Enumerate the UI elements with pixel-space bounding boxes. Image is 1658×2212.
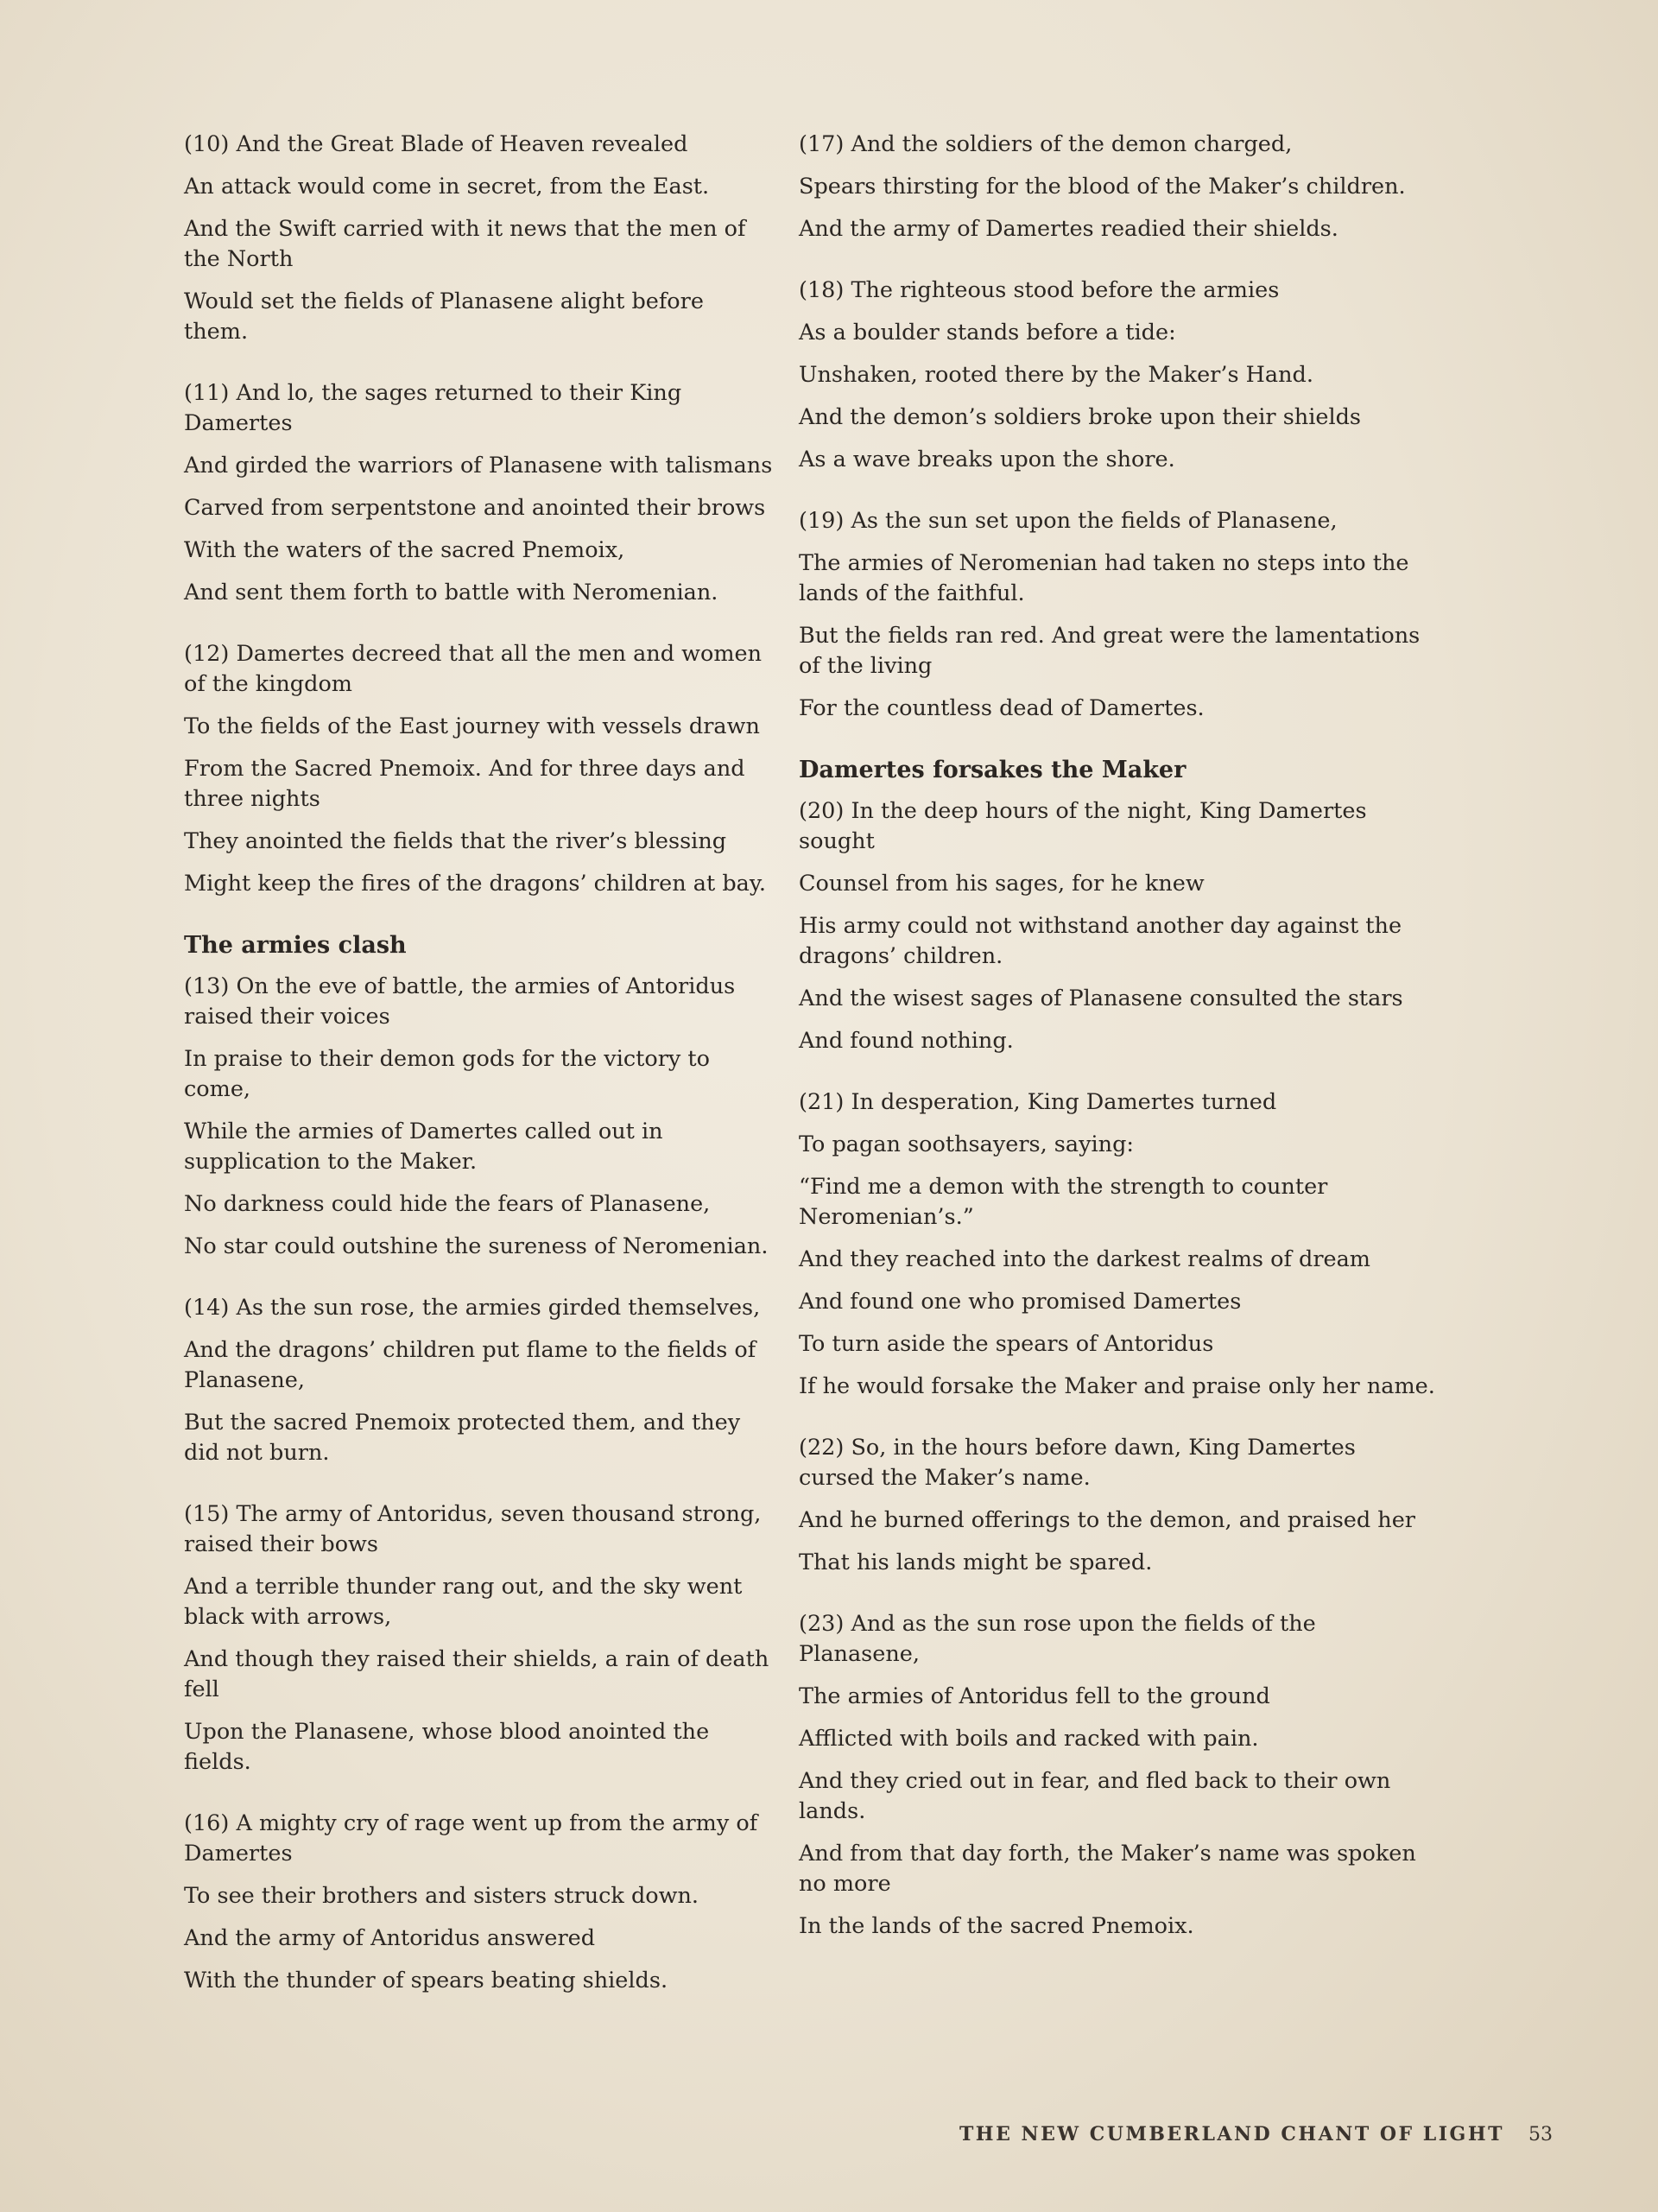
verse-block: [184, 378, 773, 608]
verse-line: Would set the fields of Planasene alight before them.: [184, 288, 704, 345]
verse-line: To the fields of the East journey with vessels drawn: [184, 713, 760, 739]
verse-line: And sent them forth to battle with Neromenian.: [184, 580, 718, 605]
verse-line: In praise to their demon gods for the victory to come,: [184, 1046, 711, 1102]
verse-block: [799, 1433, 1438, 1578]
verse-line: For the countless dead of Damertes.: [799, 695, 1205, 721]
section-heading: The armies clash: [184, 932, 407, 959]
verse-line: As a wave breaks upon the shore.: [799, 447, 1175, 472]
page-footer: [959, 2123, 1553, 2145]
left-column: [184, 130, 773, 2027]
verse-line: Afflicted with boils and racked with pain.: [799, 1726, 1259, 1752]
verse-line: And the dragons’ children put flame to the fields of Planasene,: [184, 1337, 756, 1393]
verse-line: No star could outshine the sureness of Neromenian.: [184, 1233, 769, 1259]
verse-line: Unshaken, rooted there by the Maker’s Hand.: [799, 362, 1313, 388]
verse-line: (18) The righteous stood before the armies: [799, 277, 1280, 303]
verse-block: [184, 1293, 773, 1468]
verse-line: (15) The army of Antoridus, seven thousand strong, raised their bows: [184, 1501, 762, 1557]
verse-line: They anointed the fields that the river’s blessing: [184, 828, 727, 854]
verse-line: The armies of Antoridus fell to the ground: [799, 1683, 1270, 1709]
verse-line: Might keep the fires of the dragons’ children at bay.: [184, 871, 767, 897]
verse-line: From the Sacred Pnemoix. And for three days and three nights: [184, 756, 745, 812]
verse-line: (23) And as the sun rose upon the fields of the Planasene,: [799, 1611, 1316, 1667]
verse-block: [799, 1087, 1438, 1402]
verse-line: And they reached into the darkest realms of dream: [799, 1246, 1370, 1272]
page-number: 53: [1528, 2124, 1553, 2145]
verse-line: Carved from serpentstone and anointed their brows: [184, 495, 766, 521]
verse-line: To see their brothers and sisters struck down.: [184, 1883, 699, 1909]
verse-line: (11) And lo, the sages returned to their King Damertes: [184, 380, 682, 436]
verse-line: And they cried out in fear, and fled back to their own lands.: [799, 1768, 1391, 1824]
verse-block: [799, 276, 1438, 475]
verse-line: (19) As the sun set upon the fields of Planasene,: [799, 508, 1338, 534]
verse-line: And a terrible thunder rang out, and the sky went black with arrows,: [184, 1574, 743, 1630]
verse-line: The armies of Neromenian had taken no steps into the lands of the faithful.: [799, 550, 1409, 606]
verse-line: If he would forsake the Maker and praise only her name.: [799, 1373, 1435, 1399]
section-heading: Damertes forsakes the Maker: [799, 757, 1187, 783]
verse-line: (22) So, in the hours before dawn, King Damertes cursed the Maker’s name.: [799, 1435, 1356, 1491]
verse-line: But the sacred Pnemoix protected them, and they did not burn.: [184, 1410, 741, 1466]
verse-line: But the fields ran red. And great were the lamentations of the living: [799, 623, 1421, 679]
verse-line: “Find me a demon with the strength to counter Neromenian’s.”: [799, 1174, 1328, 1230]
verse-line: And girded the warriors of Planasene with talismans: [184, 453, 773, 479]
verse-line: (20) In the deep hours of the night, King Damertes sought: [799, 798, 1367, 854]
verse-line: To turn aside the spears of Antoridus: [799, 1331, 1214, 1357]
verse-line: And though they raised their shields, a rain of death fell: [184, 1646, 769, 1702]
verse-line: With the waters of the sacred Pnemoix,: [184, 537, 625, 563]
verse-line: To pagan soothsayers, saying:: [799, 1131, 1134, 1157]
verse-line: Counsel from his sages, for he knew: [799, 871, 1205, 897]
verse-line: (14) As the sun rose, the armies girded themselves,: [184, 1295, 761, 1321]
verse-line: (21) In desperation, King Damertes turned: [799, 1089, 1277, 1115]
verse-line: And found nothing.: [799, 1028, 1014, 1054]
verse-line: No darkness could hide the fears of Planasene,: [184, 1191, 711, 1217]
verse-line: (17) And the soldiers of the demon charged,: [799, 131, 1293, 157]
verse-line: Upon the Planasene, whose blood anointed the fields.: [184, 1719, 710, 1775]
verse-block: [184, 1499, 773, 1778]
verse-line: And the wisest sages of Planasene consulted the stars: [799, 986, 1403, 1011]
verse-line: (16) A mighty cry of rage went up from the army of Damertes: [184, 1810, 758, 1867]
verse-line: In the lands of the sacred Pnemoix.: [799, 1913, 1194, 1939]
verse-line: (12) Damertes decreed that all the men and women of the kingdom: [184, 641, 763, 697]
verse-block: [799, 506, 1438, 724]
right-column: [799, 130, 1438, 1973]
verse-line: And the demon’s soldiers broke upon their shields: [799, 404, 1362, 430]
verse-line: And the army of Damertes readied their shields.: [799, 216, 1338, 242]
verse-line: An attack would come in secret, from the East.: [184, 174, 710, 200]
verse-block: [184, 130, 773, 347]
verse-block: [799, 796, 1438, 1056]
verse-line: (13) On the eve of battle, the armies of Antoridus raised their voices: [184, 973, 736, 1030]
verse-block: [184, 639, 773, 899]
running-title: THE NEW CUMBERLAND CHANT OF LIGHT: [959, 2123, 1504, 2145]
verse-line: And the army of Antoridus answered: [184, 1925, 596, 1951]
verse-line: With the thunder of spears beating shields.: [184, 1968, 668, 1993]
verse-line: And the Swift carried with it news that the men of the North: [184, 216, 746, 272]
verse-line: While the armies of Damertes called out in supplication to the Maker.: [184, 1119, 663, 1175]
verse-block: [799, 1609, 1438, 1942]
verse-line: And found one who promised Damertes: [799, 1289, 1242, 1315]
verse-line: That his lands might be spared.: [799, 1550, 1153, 1575]
verse-line: And from that day forth, the Maker’s name was spoken no more: [799, 1841, 1416, 1897]
verse-line: Spears thirsting for the blood of the Maker’s children.: [799, 174, 1406, 200]
verse-block: [799, 130, 1438, 244]
verse-line: And he burned offerings to the demon, and praised her: [799, 1507, 1415, 1533]
verse-block: [184, 1809, 773, 1996]
verse-line: His army could not withstand another day against the dragons’ children.: [799, 913, 1402, 969]
verse-line: As a boulder stands before a tide:: [799, 320, 1176, 345]
verse-line: (10) And the Great Blade of Heaven revealed: [184, 131, 688, 157]
verse-block: [184, 972, 773, 1262]
